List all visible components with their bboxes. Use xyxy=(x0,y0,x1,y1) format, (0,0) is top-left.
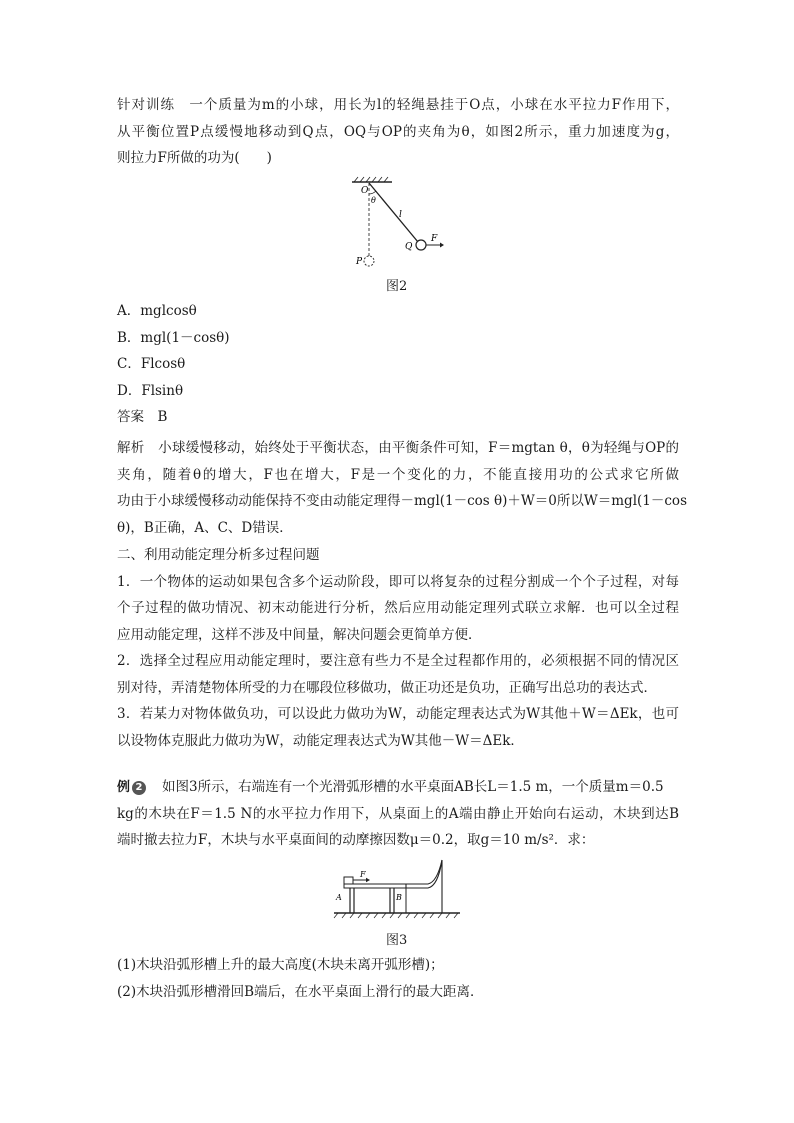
point-3-line: 3．若某力对物体做负功，可以设此力做功为W，动能定理表达式为W其他＋W＝ΔEk，也可 xyxy=(117,706,679,722)
point-2-line: 别对待，弄清楚物体所受的力在哪段位移做功，做正功还是负功，正确写出总功的表达式． xyxy=(117,679,657,696)
theta-arc xyxy=(369,191,376,194)
label-l: l xyxy=(399,210,402,220)
practice-problem xyxy=(117,92,679,172)
section-heading: 二、利用动能定理分析多过程问题 xyxy=(117,547,320,563)
analysis-line: 功由于小球缓慢移动动能保持不变由动能定理得－mgl(1－cos θ)＋W＝0所以W＝mgl(1－cos xyxy=(117,493,687,509)
practice-line: 针对训练 一个质量为m的小球，用长为l的轻绳悬挂于O点，小球在水平拉力F作用下， xyxy=(117,97,679,113)
point-1-line: 1．一个物体的运动如果包含多个运动阶段，即可以将复杂的过程分割成一个个子过程，对每 xyxy=(117,573,679,590)
label-b: B xyxy=(396,893,402,902)
example-line: 端时撤去拉力F，木块与水平桌面间的动摩擦因数μ＝0.2，取g＝10 m/s²．求： xyxy=(117,832,595,848)
point-1-line: 个子过程的做功情况、初末动能进行分析，然后应用动能定理列式联立求解．也可以全过程 xyxy=(117,600,679,616)
ball-p-dashed xyxy=(364,256,374,266)
ball-q xyxy=(416,240,426,250)
example-number-badge: 2 xyxy=(132,781,146,795)
figure-2-caption: 图2 xyxy=(386,279,408,294)
point-3-line: 以设物体克服此力做功为W，动能定理表达式为W其他－W＝ΔEk． xyxy=(117,732,524,749)
rope-oq xyxy=(369,183,418,242)
force-f-arrowhead xyxy=(366,878,370,882)
example-label: 例 xyxy=(117,780,131,795)
example-line: kg的木块在F＝1.5 N的水平拉力作用下，从桌面上的A端由静止开始向右运动，木块到达B xyxy=(117,805,679,822)
question-1: (1)木块沿弧形槽上升的最大高度(木块未离开弧形槽)； xyxy=(117,957,444,973)
figure-2-pendulum xyxy=(340,172,460,272)
wood-block xyxy=(344,877,353,884)
practice-line: 则拉力F所做的功为( ) xyxy=(117,150,272,166)
analysis-line: θ)，B正确，A、C、D错误． xyxy=(117,519,293,536)
option-a: A．mglcosθ xyxy=(117,303,197,319)
label-f: F xyxy=(431,234,438,244)
force-f-arrowhead xyxy=(440,243,444,248)
options-list xyxy=(117,298,679,431)
label-o: O xyxy=(361,186,369,196)
point-1-line: 应用动能定理，这样不涉及中间量，解决问题会更简单方便． xyxy=(117,626,482,643)
practice-line: 从平衡位置P点缓慢地移动到Q点，OQ与OP的夹角为θ，如图2所示，重力加速度为g， xyxy=(117,123,679,140)
point-2-line: 2．选择全过程应用动能定理时，要注意有些力不是全过程都作用的，必须根据不同的情况区 xyxy=(117,653,679,669)
example-line: 如图3所示，右端连有一个光滑弧形槽的水平桌面AB长L＝1.5 m，一个质量m＝0.5 xyxy=(162,779,664,795)
option-c: C．Flcosθ xyxy=(117,356,186,372)
figure-3-caption: 图3 xyxy=(386,933,408,948)
section-multi-process xyxy=(117,542,679,754)
option-d: D．Flsinθ xyxy=(117,382,184,399)
analysis xyxy=(117,435,687,541)
label-theta: θ xyxy=(371,196,376,205)
label-a: A xyxy=(336,893,342,902)
analysis-line: 解析 小球缓慢移动，始终处于平衡状态，由平衡条件可知，F＝mgtan θ，θ为轻绳与OP的 xyxy=(117,440,679,456)
analysis-line: 夹角，随着θ的增大，F也在增大，F是一个变化的力，不能直接用功的公式求它所做 xyxy=(117,466,679,483)
option-b: B．mgl(1－cosθ) xyxy=(117,329,230,346)
question-2: (2)木块沿弧形槽滑回B端后，在水平桌面上滑行的最大距离． xyxy=(117,983,484,1000)
example-2 xyxy=(117,774,679,854)
example-line-first xyxy=(117,774,679,801)
figure-3-table-groove xyxy=(330,858,465,920)
label-q: Q xyxy=(405,242,413,252)
answer: 答案 B xyxy=(117,409,168,425)
label-p: P xyxy=(356,257,363,267)
questions xyxy=(117,952,679,1005)
label-f: F xyxy=(360,870,366,879)
table-top xyxy=(344,884,406,888)
